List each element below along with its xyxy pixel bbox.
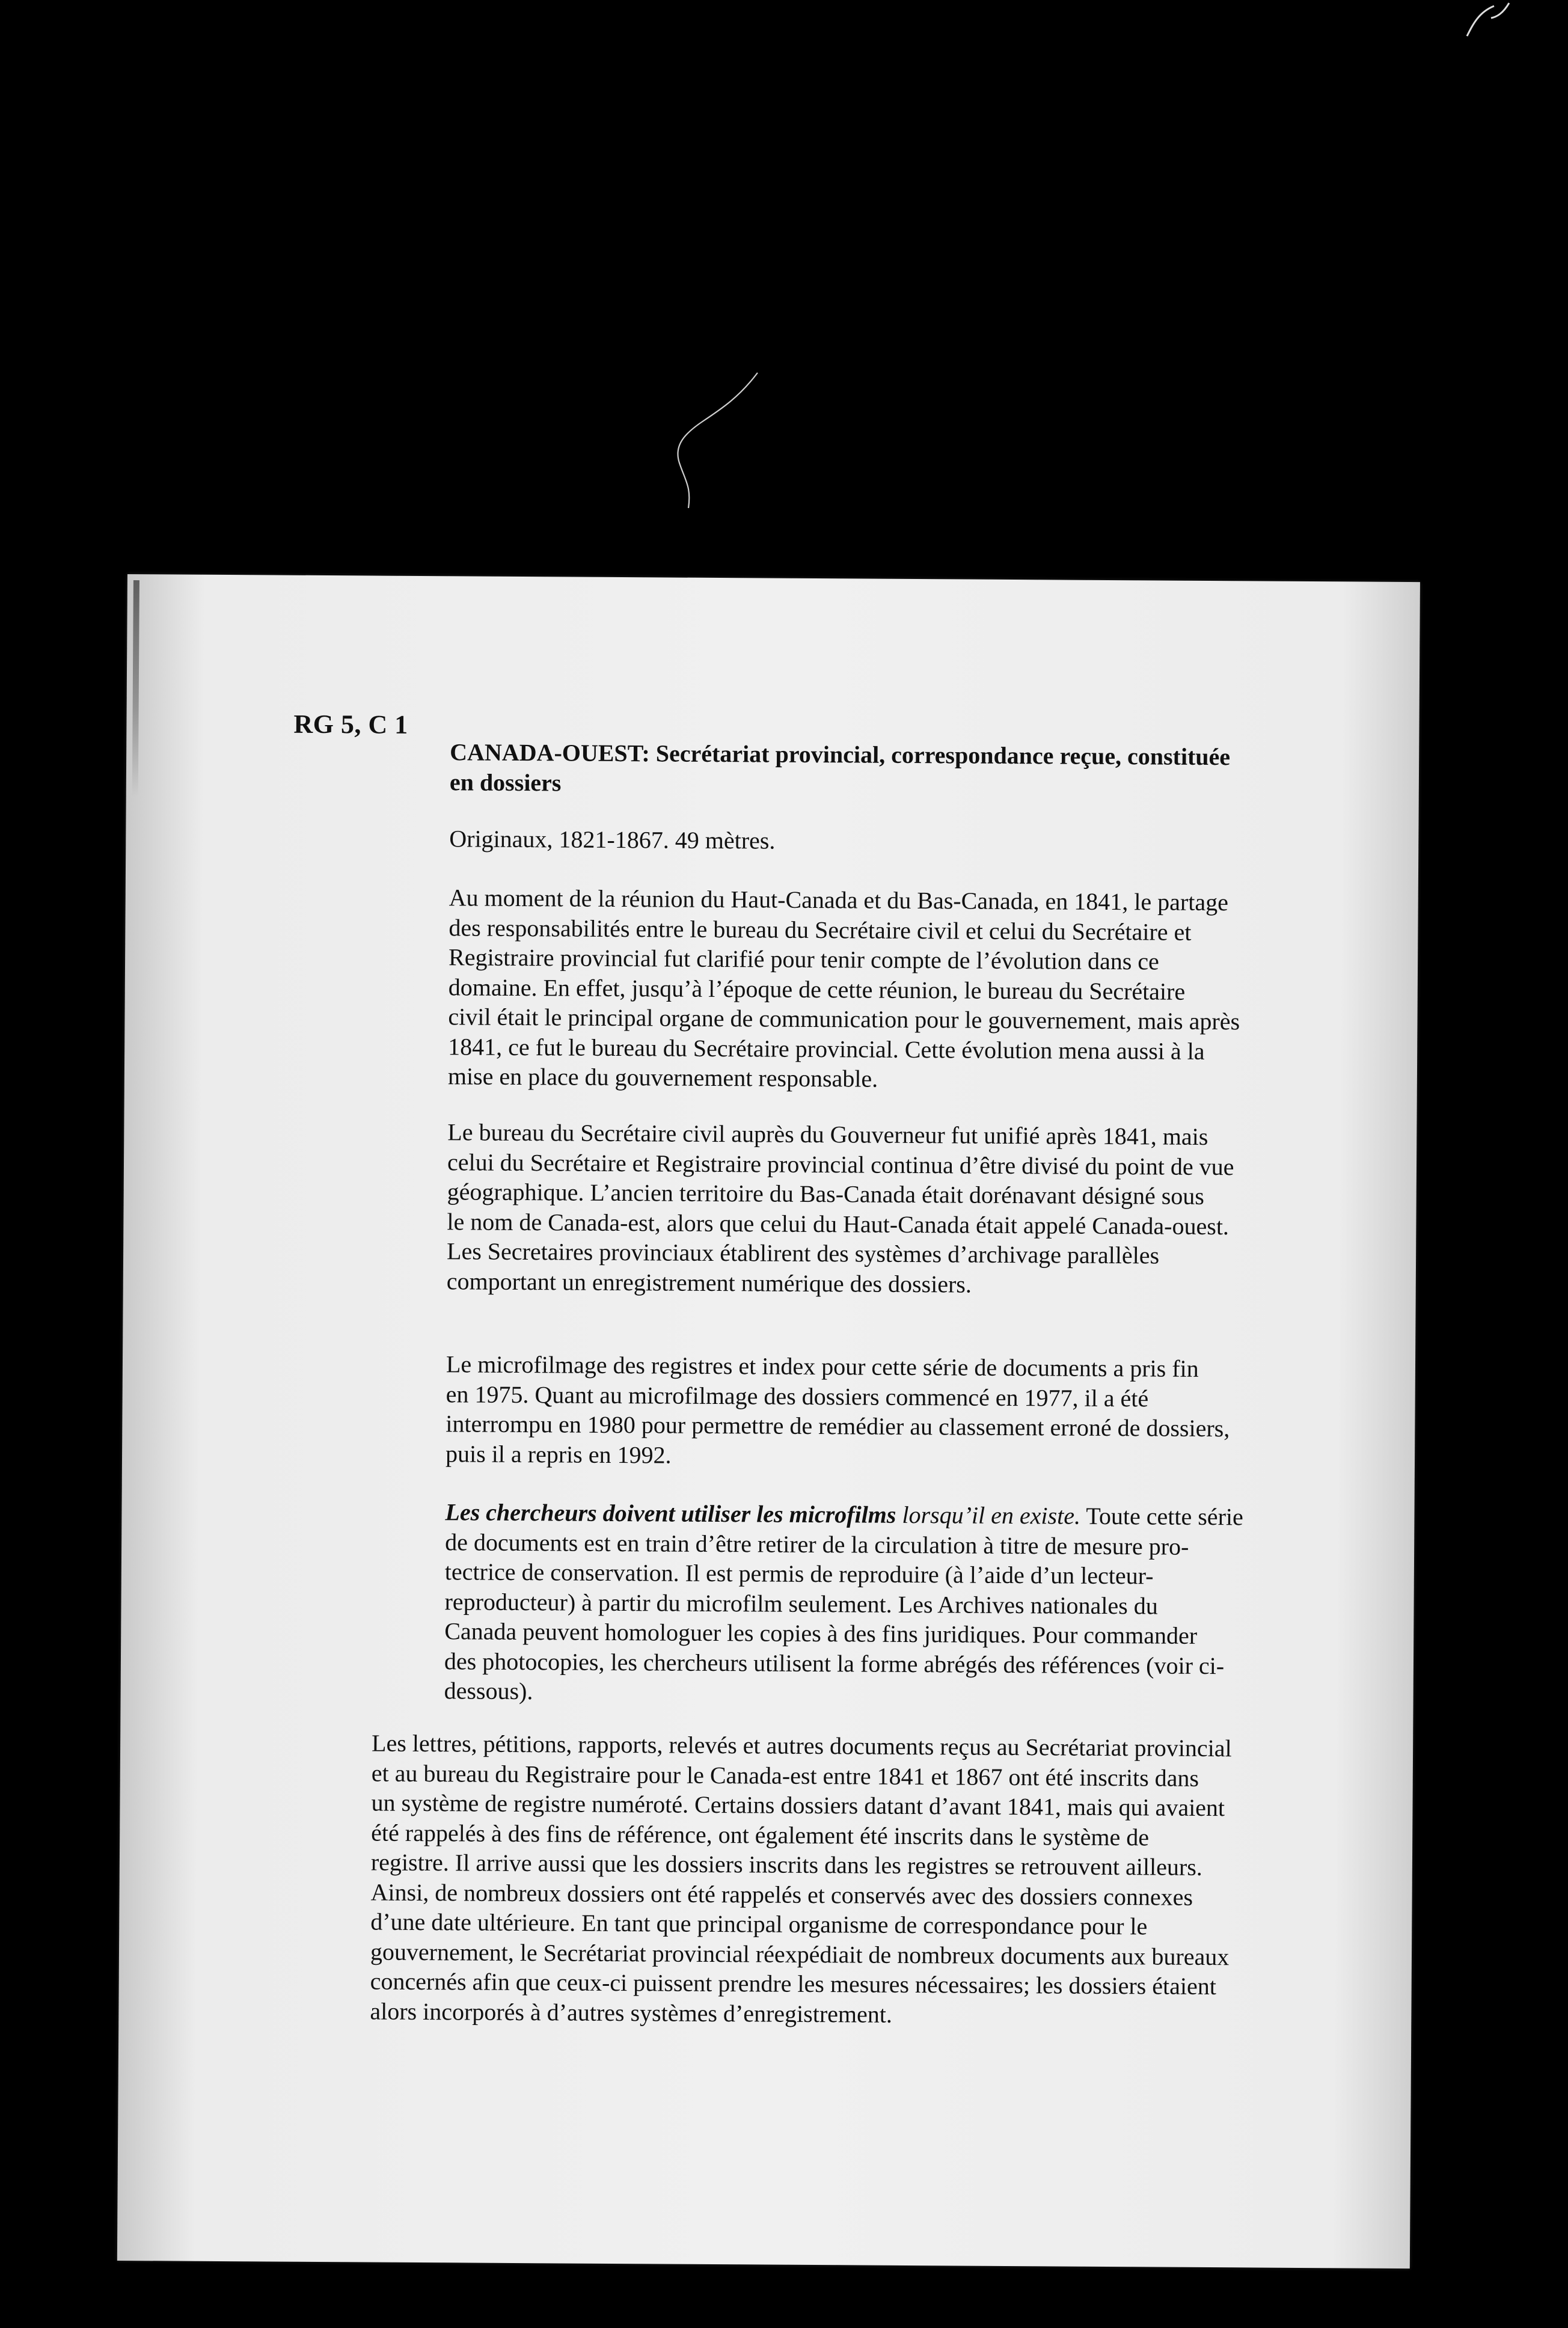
researcher-notice-bold: Les chercheurs doivent utiliser les microfilms xyxy=(445,1498,896,1528)
text-line: et au bureau du Registraire pour le Canada-est entre 1841 et 1867 ont été inscrits dans xyxy=(371,1759,1199,1792)
paragraph-researchers xyxy=(444,1497,1300,1711)
text-line: 1841, ce fut le bureau du Secrétaire provincial. Cette évolution mena aussi à la xyxy=(448,1032,1205,1065)
text-line: Au moment de la réunion du Haut-Canada et du Bas-Canada, en 1841, le partage xyxy=(449,884,1229,916)
text-line: des responsabilités entre le bureau du Secrétaire civil et celui du Secrétaire et xyxy=(449,913,1192,946)
record-reference: RG 5, C 1 xyxy=(293,709,408,740)
text-line: mise en place du gouvernement responsable. xyxy=(447,1062,878,1092)
text-fragment: Toute cette série xyxy=(1080,1502,1243,1531)
paragraph-microfilming xyxy=(446,1349,1301,1474)
researcher-notice-italic: lorsqu’il en existe. xyxy=(896,1501,1081,1530)
text-line: reproducteur) à partir du microfilm seulement. Les Archives nationales du xyxy=(444,1587,1158,1620)
text-line: de documents est en train d’être retirer de la circulation à titre de mesure pro- xyxy=(445,1528,1189,1560)
title-line: en dossiers xyxy=(449,768,562,796)
text-line: Les Secretaires provinciaux établirent des systèmes d’archivage parallèles xyxy=(446,1237,1160,1269)
text-line: en 1975. Quant au microfilmage des dossiers commencé en 1977, il a été xyxy=(446,1380,1149,1412)
text-line xyxy=(445,1497,1300,1532)
text-line: puis il a repris en 1992. xyxy=(445,1439,672,1469)
text-line: concernés afin que ceux-ci puissent prendre les mesures nécessaires; les dossiers étaient xyxy=(370,1967,1217,2000)
document-page xyxy=(117,574,1420,2268)
text-line: comportant un enregistrement numérique des dossiers. xyxy=(446,1267,972,1298)
text-line: celui du Secrétaire et Registraire provincial continua d’être divisé du point de vue xyxy=(447,1148,1234,1180)
text-line: été rappelés à des fins de référence, ont également été inscrits dans le système de xyxy=(371,1819,1150,1851)
text-line: Les lettres, pétitions, rapports, relevés et autres documents reçus au Secrétariat provincial xyxy=(371,1729,1232,1762)
title-line: CANADA-OUEST: Secrétariat provincial, correspondance reçue, constituée xyxy=(450,738,1231,771)
originals-extent: Originaux, 1821-1867. 49 mètres. xyxy=(449,825,776,854)
text-line: Ainsi, de nombreux dossiers ont été rappelés et conservés avec des dossiers connexes xyxy=(370,1878,1193,1911)
researcher-notice xyxy=(445,1498,1080,1529)
text-line: interrompu en 1980 pour permettre de remédier au classement erroné de dossiers, xyxy=(446,1410,1230,1442)
stray-hair-artifact xyxy=(667,367,770,511)
text-line: Registraire provincial fut clarifié pour tenir compte de l’évolution dans ce xyxy=(448,943,1160,975)
text-line: Le bureau du Secrétaire civil auprès du Gouverneur fut unifié après 1841, mais xyxy=(447,1118,1208,1150)
paragraph-letters xyxy=(370,1729,1299,2032)
text-line: Le microfilmage des registres et index pour cette série de documents a pris fin xyxy=(446,1350,1199,1382)
text-line: tectrice de conservation. Il est permis de reproduire (à l’aide d’un lecteur- xyxy=(444,1558,1154,1590)
corner-scratch-mark xyxy=(1461,0,1515,42)
text-line: alors incorporés à d’autres systèmes d’enregistrement. xyxy=(370,1997,893,2028)
text-line: civil était le principal organe de communication pour le gouvernement, mais après xyxy=(448,1003,1240,1035)
text-line: géographique. L’ancien territoire du Bas-Canada était dorénavant désigné sous xyxy=(447,1178,1205,1210)
text-line: le nom de Canada-est, alors que celui du Haut-Canada était appelé Canada-ouest. xyxy=(447,1207,1230,1240)
document-title xyxy=(450,737,1305,802)
paragraph-secretary xyxy=(447,1117,1303,1301)
page-shadow-edge xyxy=(132,580,139,797)
text-line: Canada peuvent homologuer les copies à des fins juridiques. Pour commander xyxy=(444,1617,1198,1649)
paragraph-reunion xyxy=(448,883,1304,1096)
text-line: registre. Il arrive aussi que les dossiers inscrits dans les registres se retrouvent ailleurs. xyxy=(370,1848,1202,1881)
text-line: domaine. En effet, jusqu’à l’époque de cette réunion, le bureau du Secrétaire xyxy=(448,973,1186,1005)
text-line: dessous). xyxy=(444,1677,533,1705)
text-line: gouvernement, le Secrétariat provincial réexpédiait de nombreux documents aux bureaux xyxy=(370,1938,1230,1970)
text-line: un système de registre numéroté. Certains dossiers datant d’avant 1841, mais qui avaient xyxy=(371,1789,1225,1822)
text-line: des photocopies, les chercheurs utilisent la forme abrégés des références (voir ci- xyxy=(444,1647,1225,1679)
text-line: d’une date ultérieure. En tant que principal organisme de correspondance pour le xyxy=(370,1908,1148,1940)
